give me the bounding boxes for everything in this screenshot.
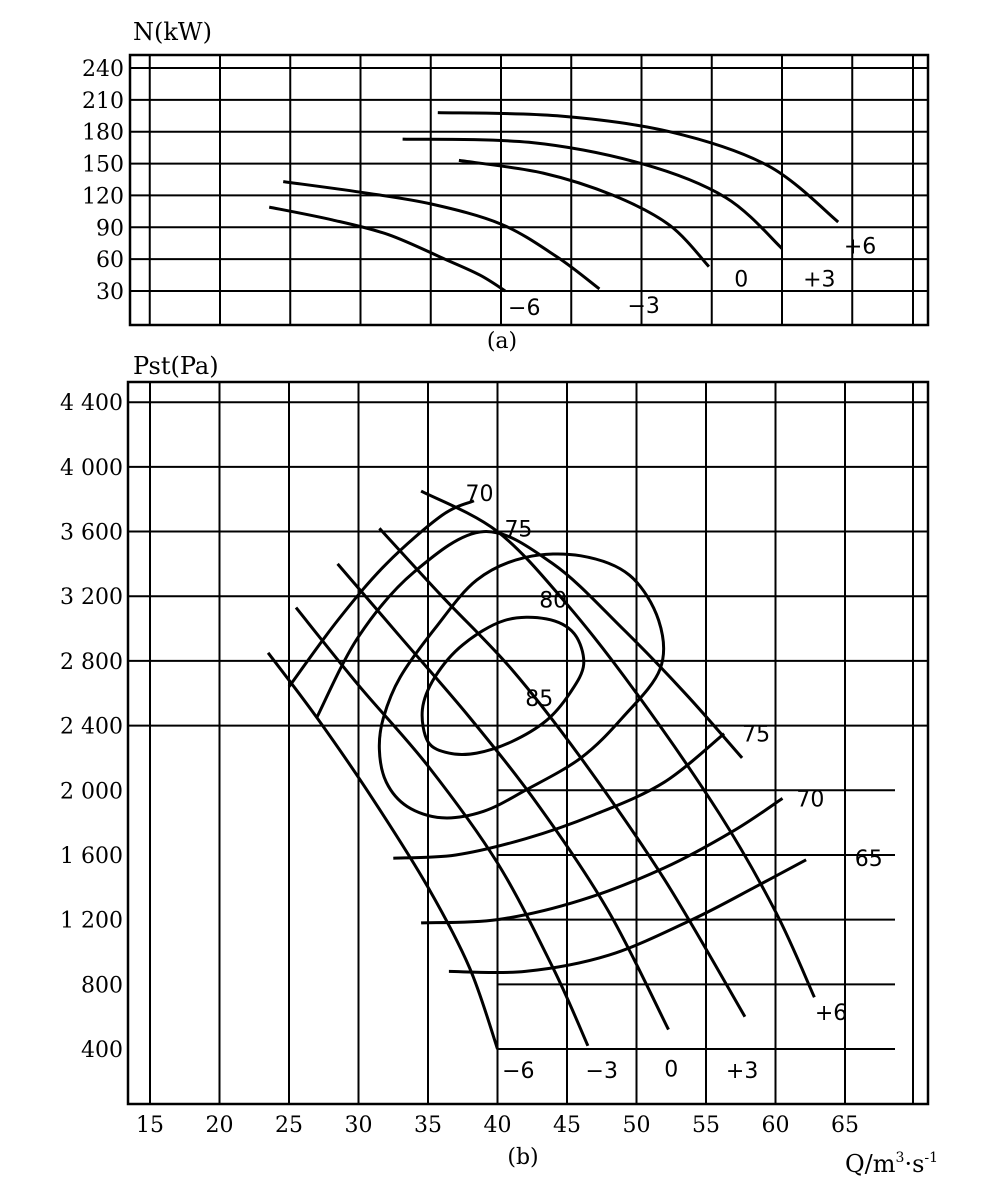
b-y-tick-3600: 3 600 bbox=[60, 520, 123, 546]
a-power-curve-3 bbox=[283, 182, 599, 289]
panel-a-power-curves bbox=[269, 113, 838, 291]
b-x-tick-15: 15 bbox=[136, 1113, 164, 1138]
b-efficiency-label-80: 80 bbox=[539, 588, 568, 614]
b-efficiency-label-70: 70 bbox=[796, 787, 825, 813]
a-curve-label-6: +6 bbox=[843, 234, 877, 260]
panel-a-y-axis-title: N(kW) bbox=[133, 18, 212, 46]
b-x-tick-50: 50 bbox=[622, 1113, 651, 1138]
b-efficiency-label-75-top: 75 bbox=[504, 517, 533, 543]
b-efficiency-label-70-top: 70 bbox=[465, 481, 494, 507]
a-y-tick-90: 90 bbox=[96, 216, 124, 242]
b-x-tick-40: 40 bbox=[483, 1113, 512, 1138]
x-axis-title-mid: ·s bbox=[904, 1150, 925, 1178]
b-efficiency-label-75: 75 bbox=[742, 722, 771, 748]
b-y-tick-3200: 3 200 bbox=[60, 585, 123, 611]
a-curve-label-3: −3 bbox=[627, 293, 660, 319]
b-y-tick-2800: 2 800 bbox=[60, 649, 123, 675]
panel-b-x-tick-labels bbox=[136, 1113, 859, 1138]
b-x-tick-65: 65 bbox=[831, 1113, 859, 1138]
panel-a-y-tick-labels bbox=[82, 57, 124, 305]
b-pressure-label-6: +6 bbox=[814, 1000, 848, 1026]
panel-a-caption: (a) bbox=[486, 329, 518, 354]
panel-b-caption: (b) bbox=[507, 1145, 539, 1170]
b-x-tick-25: 25 bbox=[275, 1113, 303, 1138]
a-power-curve-0 bbox=[459, 160, 709, 266]
panel-b-pressure-curves bbox=[268, 491, 814, 1049]
panel-b-grid bbox=[128, 382, 928, 1104]
a-curve-label-6: −6 bbox=[508, 295, 541, 321]
b-y-tick-800: 800 bbox=[81, 973, 123, 999]
b-pressure-curve-0 bbox=[338, 564, 669, 1030]
a-y-tick-180: 180 bbox=[82, 120, 124, 146]
b-y-tick-1600: 1 600 bbox=[60, 843, 123, 869]
b-pressure-label-6: −6 bbox=[502, 1059, 535, 1085]
panel-b-x-axis-title bbox=[845, 1150, 938, 1178]
b-y-tick-400: 400 bbox=[81, 1038, 123, 1063]
panel-a-power-chart bbox=[82, 18, 928, 354]
a-curve-label-0: 0 bbox=[734, 267, 749, 293]
a-y-tick-210: 210 bbox=[82, 88, 124, 114]
panel-b-pressure-chart bbox=[60, 352, 938, 1178]
a-power-curve-3 bbox=[403, 139, 782, 248]
a-y-tick-240: 240 bbox=[82, 57, 124, 82]
a-y-tick-60: 60 bbox=[96, 248, 124, 274]
b-y-tick-4000: 4 000 bbox=[60, 455, 123, 481]
b-efficiency-contour-70 bbox=[421, 798, 782, 923]
b-x-tick-35: 35 bbox=[414, 1113, 442, 1138]
panel-b-efficiency-contours bbox=[289, 501, 806, 973]
b-x-tick-45: 45 bbox=[553, 1113, 581, 1138]
panel-b-y-axis-title: Pst(Pa) bbox=[133, 352, 219, 380]
panel-b-labels bbox=[466, 482, 883, 1084]
b-x-tick-55: 55 bbox=[692, 1113, 720, 1138]
b-efficiency-contour-85 bbox=[422, 617, 584, 754]
b-efficiency-label-85: 85 bbox=[525, 687, 554, 713]
b-y-tick-4400: 4 400 bbox=[60, 391, 123, 417]
b-x-tick-30: 30 bbox=[344, 1113, 373, 1138]
b-pressure-label-3: +3 bbox=[725, 1059, 759, 1085]
b-efficiency-contour-80 bbox=[379, 554, 663, 818]
a-y-tick-150: 150 bbox=[82, 152, 124, 178]
b-efficiency-contour-65 bbox=[449, 860, 806, 973]
b-y-tick-2400: 2 400 bbox=[60, 714, 123, 740]
x-axis-title-main: Q/m bbox=[845, 1150, 896, 1178]
a-curve-label-3: +3 bbox=[803, 267, 836, 293]
x-axis-title-sup2: -1 bbox=[924, 1150, 939, 1166]
b-efficiency-label-65: 65 bbox=[854, 847, 883, 873]
panel-b-y-tick-labels bbox=[60, 391, 123, 1063]
b-y-tick-2000: 2 000 bbox=[60, 779, 123, 805]
a-y-tick-120: 120 bbox=[82, 184, 124, 210]
b-pressure-label-0: 0 bbox=[664, 1057, 679, 1083]
a-power-curve-6 bbox=[269, 207, 505, 291]
b-pressure-label-3: −3 bbox=[585, 1059, 618, 1085]
b-x-tick-60: 60 bbox=[761, 1113, 790, 1138]
x-axis-title-sup1: 3 bbox=[895, 1150, 905, 1166]
b-x-tick-20: 20 bbox=[205, 1113, 234, 1138]
a-y-tick-30: 30 bbox=[96, 280, 124, 305]
b-y-tick-1200: 1 200 bbox=[60, 908, 123, 934]
panel-b-frame bbox=[128, 382, 928, 1104]
